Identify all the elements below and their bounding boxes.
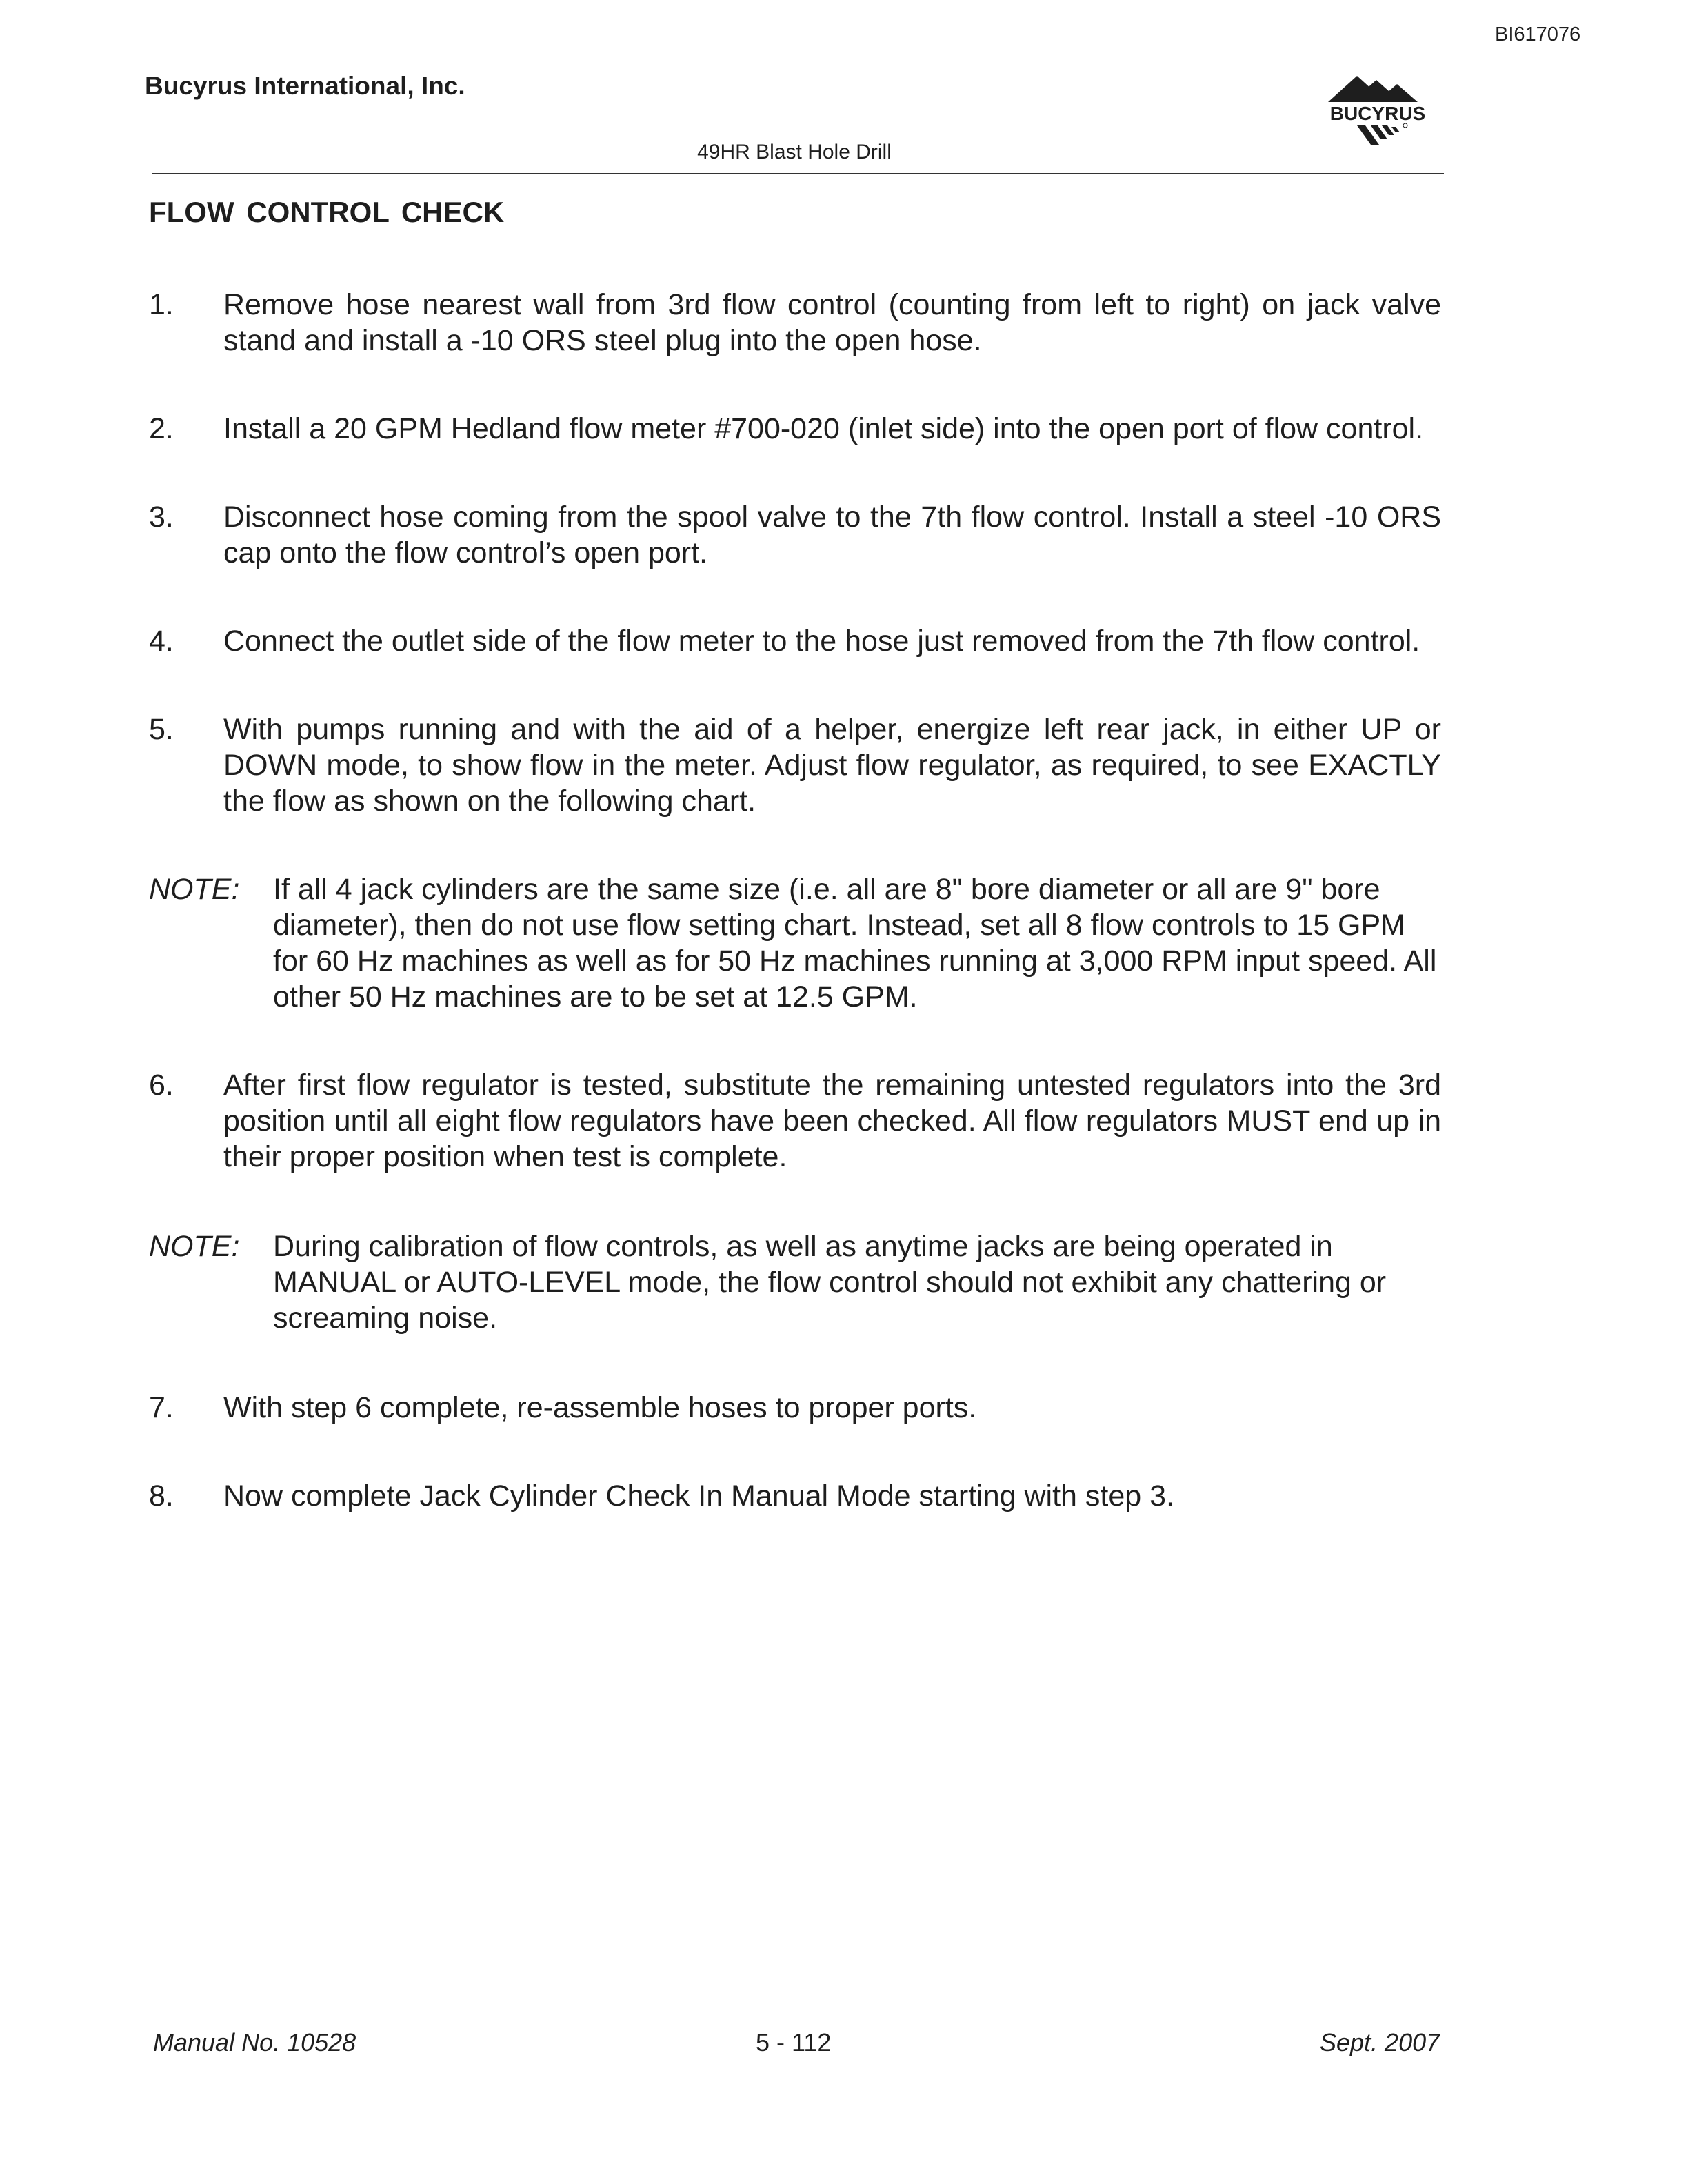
document-id: BI617076 (1495, 23, 1581, 46)
manual-number: Manual No. 10528 (153, 2028, 356, 2056)
step-text: Connect the outlet side of the flow meter to the hose just removed from the 7th flow control. (223, 625, 1420, 658)
step-number: 7. (149, 1391, 174, 1424)
step-text: Install a 20 GPM Hedland flow meter #700-020 (inlet side) into the open port of flow control. (223, 412, 1424, 445)
note-text: During calibration of flow controls, as well as anytime jacks are being operated in MANUAL or AUTO-LEVEL mode, the flow control should not exhibit any chattering or screaming noise. (273, 1230, 1387, 1335)
note-text: If all 4 jack cylinders are the same size (i.e. all are 8" bore diameter or all are 9" bore diameter), then do not use flow setting chart. Instead, set all 8 flow controls to 15 GPM for 60 Hz machines as well as for 50 Hz machines running at 3,000 RPM input speed. All other 50 Hz machines are to be set at 12.5 GPM. (273, 873, 1437, 1013)
step-text: Disconnect hose coming from the spool valve to the 7th flow control. Install a steel -10 ORS cap onto the flow control’s open port. (223, 501, 1441, 569)
step-number: 1. (149, 288, 174, 321)
step-text: Now complete Jack Cylinder Check In Manual Mode starting with step 3. (223, 1479, 1175, 1513)
step-text: After first flow regulator is tested, substitute the remaining untested regulators into the 3rd position until all eight flow regulators have been checked. All flow regulators MUST end up in their proper position when test is complete. (223, 1069, 1441, 1173)
page-number: 5 - 112 (756, 2028, 832, 2056)
publication-date: Sept. 2007 (1320, 2028, 1440, 2056)
step-number: 2. (149, 412, 174, 445)
step-text: Remove hose nearest wall from 3rd flow control (counting from left to right) on jack valve stand and install a -10 ORS steel plug into the open hose. (223, 288, 1441, 357)
header-divider (152, 173, 1444, 174)
section-title: FLOW CONTROL CHECK (149, 196, 505, 228)
step-text: With step 6 complete, re-assemble hoses to proper ports. (223, 1391, 977, 1424)
document-subtitle: 49HR Blast Hole Drill (697, 141, 892, 163)
note-label: NOTE: (149, 873, 240, 906)
company-name: Bucyrus International, Inc. (145, 72, 465, 100)
step-number: 4. (149, 625, 174, 658)
note-label: NOTE: (149, 1230, 240, 1263)
step-number: 8. (149, 1479, 174, 1513)
step-number: 3. (149, 501, 174, 534)
step-number: 5. (149, 713, 174, 746)
step-number: 6. (149, 1069, 174, 1102)
logo-text: BUCYRUS (1329, 103, 1426, 124)
step-text: With pumps running and with the aid of a helper, energize left rear jack, in either UP or DOWN mode, to show flow in the meter. Adjust flow regulator, as required, to see EXACTLY the flow as shown on the following chart. (223, 713, 1441, 818)
